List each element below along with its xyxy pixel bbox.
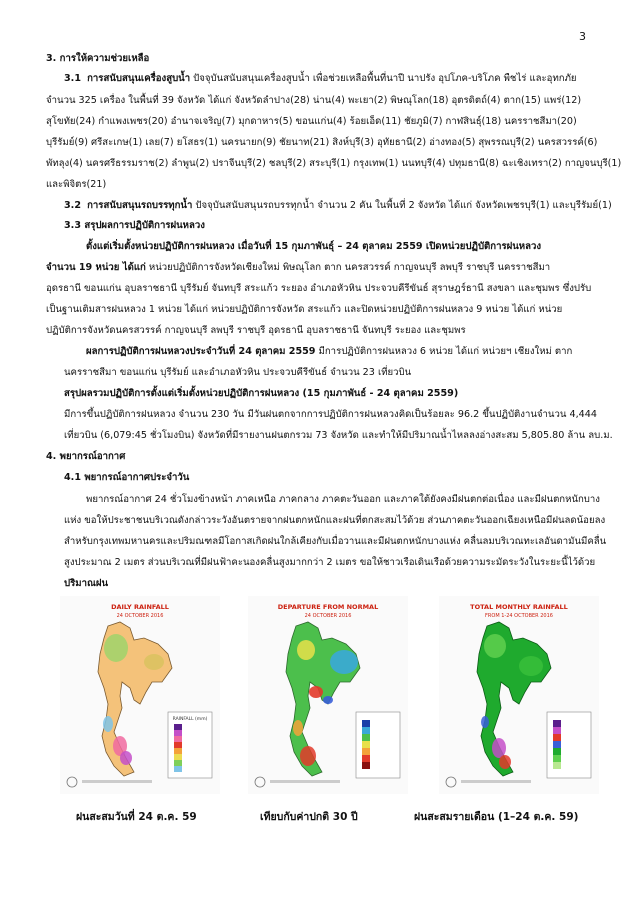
page-number: 3 — [579, 30, 586, 43]
legend-swatch — [174, 766, 182, 772]
daily-text: มีการปฏิบัติการฝนหลวง 6 หน่วย ได้แก่ หน่วยฯ เชียงใหม่ ตาก — [315, 346, 573, 357]
section-3-heading: 3. การให้ความช่วยเหลือ — [46, 53, 150, 64]
s33-heading: 3.3 สรุปผลการปฏิบัติการฝนหลวง — [64, 220, 205, 231]
s41-line-4: สูงประมาณ 2 เมตร ส่วนบริเวณที่มีฝนฟ้าคะนองคลื่นสูงมากกว่า 2 เมตร ขอให้ชาวเรือเดินเรือด้วยความระมัดระวังในระยะนี้ไว้ด้วย — [64, 557, 596, 568]
thailand-map-shape — [286, 622, 360, 776]
map3-title: TOTAL MONTHLY RAINFALL — [470, 603, 568, 611]
map1-date: 24 OCTOBER 2016 — [116, 613, 164, 619]
rain-area — [484, 634, 506, 658]
legend-swatch — [362, 727, 370, 734]
rainfall-maps — [46, 596, 606, 796]
legend-swatch — [362, 734, 370, 741]
s31-line-5: พัทลุง(4) นครศรีธรรมราช(2) ลำพูน(2) ปราจีนบุรี(2) ชลบุรี(2) สระบุรี(1) กรุงเทพ(1) นนทบุรี(4) ปทุมธานี(8) ฉะเชิงเทรา(2) กาญจนบุรี(1) — [46, 158, 622, 169]
legend-swatch — [553, 762, 561, 769]
s41-line-1: พยากรณ์อากาศ 24 ชั่วโมงข้างหน้า ภาคเหนือ ภาคกลาง ภาคตะวันออก และภาคใต้ยังคงมีฝนตกต่อเนื่อง และมีฝนตกหนักบาง — [86, 494, 600, 505]
legend-swatch — [174, 742, 182, 748]
rain-area — [103, 716, 113, 732]
rain-area — [104, 634, 128, 662]
s31-line-3: สุโขทัย(24) กำแพงเพชร(20) อำนาจเจริญ(7) มุกดาหาร(5) ขอนแก่น(4) ร้อยเอ็ด(11) ชัยภูมิ(7) กาฬสินธุ์(18) นครราชสีมา(20) — [46, 116, 577, 127]
monthly-rainfall-figure — [439, 596, 599, 794]
legend-label: RAINFALL (mm) — [172, 717, 208, 722]
anomaly-area — [300, 746, 316, 766]
legend-swatch — [174, 760, 182, 766]
summary-line-2: เที่ยวบิน (6,079:45 ชั่วโมงบิน) จังหวัดที่มีรายงานฝนตกรวม 73 จังหวัด และทำให้มีปริมาณน้ำไหลลงอ่างสะสม 5,805.80 ล้าน ลบ.ม. — [64, 430, 613, 441]
legend-swatch — [553, 755, 561, 762]
departure-from-normal-map — [248, 596, 408, 794]
s32-title: การสนับสนุนรถบรรทุกน้ำ — [87, 200, 193, 211]
s31-line-1 — [64, 72, 577, 85]
daily-line-2: นครราชสีมา ขอนแก่น บุรีรัมย์ และอำเภอหัวหิน ประจวบคีรีขันธ์ จำนวน 23 เที่ยวบิน — [64, 367, 412, 378]
departure-figure — [248, 596, 408, 794]
caption-monthly: ฝนสะสมรายเดือน (1–24 ต.ค. 59) — [414, 811, 579, 823]
legend-swatch — [174, 736, 182, 742]
s31-line-6: และพิจิตร(21) — [46, 179, 107, 190]
tmd-logo — [446, 777, 456, 787]
summary-line-1: มีการขึ้นปฏิบัติการฝนหลวง จำนวน 230 วัน มีวันฝนตกจากการปฏิบัติการฝนหลวงคิดเป็นร้อยละ 96.2 ขึ้นปฏิบัติงานจำนวน 4,444 — [64, 409, 597, 420]
s31-title: การสนับสนุนเครื่องสูบน้ำ — [87, 73, 191, 84]
summary-title: สรุปผลรวมปฏิบัติการตั้งแต่เริ่มตั้งหน่วยปฏิบัติการฝนหลวง (15 กุมภาพันธ์ - 24 ตุลาคม 2559) — [64, 388, 459, 399]
tmd-logo — [67, 777, 77, 787]
footer-text-bar — [82, 780, 152, 783]
s33-line-4: เป็นฐานเติมสารฝนหลวง 1 หน่วย ได้แก่ หน่วยปฏิบัติการจังหวัด สระแก้ว และปิดหน่วยปฏิบัติการฝนหลวง 9 หน่วย ได้แก่ หน่วย — [46, 304, 563, 315]
legend-swatch — [553, 741, 561, 748]
legend-swatch — [174, 724, 182, 730]
s41-heading: 4.1 พยากรณ์อากาศประจำวัน — [64, 472, 190, 483]
legend-swatch — [362, 748, 370, 755]
s31-line-4: บุรีรัมย์(9) ศรีสะเกษ(1) เลย(7) ยโสธร(1) นครนายก(9) ชัยนาท(21) สิงห์บุรี(3) อุทัยธานี(2) อ่างทอง(5) สุพรรณบุรี(2) นครสวรรค์(6) — [46, 137, 598, 148]
rain-area — [120, 751, 132, 765]
legend-swatch — [553, 727, 561, 734]
legend-swatch — [362, 741, 370, 748]
section-4-heading: 4. พยากรณ์อากาศ — [46, 451, 126, 462]
footer-text-bar — [270, 780, 340, 783]
legend-swatch — [174, 730, 182, 736]
daily-rainfall-figure — [60, 596, 220, 794]
legend-swatch — [362, 762, 370, 769]
footer-text-bar — [461, 780, 531, 783]
legend-swatch — [553, 720, 561, 727]
legend-swatch — [174, 754, 182, 760]
anomaly-area — [293, 720, 303, 736]
anomaly-area — [330, 650, 358, 674]
monthly-rainfall-map — [439, 596, 599, 794]
rain-area — [481, 716, 489, 728]
map2-date: 24 OCTOBER 2016 — [304, 613, 352, 619]
s32-text: ปัจจุบันสนับสนุนรถบรรทุกน้ำ จำนวน 2 คัน ในพื้นที่ 2 จังหวัด ได้แก่ จังหวัดเพชรบุรี(1) และบุรีรัมย์(1) — [192, 200, 612, 211]
rain-area — [519, 656, 543, 676]
caption-departure: เทียบกับค่าปกติ 30 ปี — [260, 811, 358, 823]
s33-units-text: หน่วยปฏิบัติการจังหวัดเชียงใหม่ พิษณุโลก ตาก นครสวรรค์ กาญจนบุรี ลพบุรี ราชบุรี นครราชสีมา — [145, 262, 551, 273]
map1-title: DAILY RAINFALL — [111, 603, 169, 611]
caption-daily: ฝนสะสมวันที่ 24 ต.ค. 59 — [76, 811, 197, 823]
rain-area — [144, 654, 164, 670]
anomaly-area — [309, 686, 323, 698]
s41-line-3: สำหรับกรุงเทพมหานครและปริมณฑลมีโอกาสเกิดฝนใกล้เคียงกับเมื่อวานและมีฝนตกหนักบางแห่ง คลื่นลมบริเวณทะเลอันดามันมีคลื่น — [64, 536, 607, 547]
s31-number: 3.1 — [64, 73, 81, 84]
legend-swatch — [553, 734, 561, 741]
rain-area — [492, 738, 506, 758]
legend-swatch — [553, 748, 561, 755]
daily-title: ผลการปฏิบัติการฝนหลวงประจำวันที่ 24 ตุลาคม 2559 — [86, 346, 316, 357]
daily-rainfall-map — [60, 596, 220, 794]
anomaly-area — [323, 696, 333, 704]
anomaly-area — [297, 640, 315, 660]
rain-heading: ปริมาณฝน — [64, 578, 109, 589]
s32-number: 3.2 — [64, 200, 81, 211]
tmd-logo — [255, 777, 265, 787]
s33-units-label: จำนวน 19 หน่วย ได้แก่ — [46, 262, 146, 273]
map2-title: DEPARTURE FROM NORMAL — [277, 603, 379, 611]
s33-line-5: ปฏิบัติการจังหวัดนครสวรรค์ กาญจนบุรี ลพบุรี ราชบุรี อุดรธานี อุบลราชธานี จันทบุรี ระยอง และชุมพร — [46, 325, 466, 336]
s41-line-2: แห่ง ขอให้ประชาชนบริเวณดังกล่าวระวังอันตรายจากฝนตกหนักและฝนที่ตกสะสมไว้ด้วย ส่วนภาคตะวันออกเฉียงเหนือมีฝนลดน้อยลง — [64, 515, 606, 526]
s31-line-2: จำนวน 325 เครื่อง ในพื้นที่ 39 จังหวัด ได้แก่ จังหวัดลำปาง(28) น่าน(4) พะเยา(2) พิษณุโลก(18) อุตรดิตถ์(4) ตาก(15) แพร่(12) — [46, 95, 582, 106]
daily-line-1 — [86, 345, 572, 358]
s33-line-1: ตั้งแต่เริ่มตั้งหน่วยปฏิบัติการฝนหลวง เมื่อวันที่ 15 กุมภาพันธุ์ – 24 ตุลาคม 2559 เปิดหน่วยปฏิบัติการฝนหลวง — [86, 241, 542, 252]
rain-area — [499, 755, 511, 769]
s33-line-2 — [46, 261, 550, 274]
s32-line — [64, 199, 612, 212]
s31-text: ปัจจุบันสนับสนุนเครื่องสูบน้ำ เพื่อช่วยเหลือพื้นที่นาปี นาปรัง อุปโภค-บริโภค พืชไร่ และอุทกภัย — [190, 73, 577, 84]
legend-swatch — [362, 720, 370, 727]
legend-swatch — [174, 748, 182, 754]
legend-swatch — [362, 755, 370, 762]
map3-date: FROM 1-24 OCTOBER 2016 — [485, 613, 553, 619]
s33-line-3: อุดรธานี ขอนแก่น อุบลราชธานี บุรีรัมย์ จันทบุรี สระแก้ว ระยอง อำเภอหัวหิน ประจวบคีรีขันธ์ สุราษฎร์ธานี สงขลา และชุมพร ซึ่งปรับ — [46, 283, 592, 294]
